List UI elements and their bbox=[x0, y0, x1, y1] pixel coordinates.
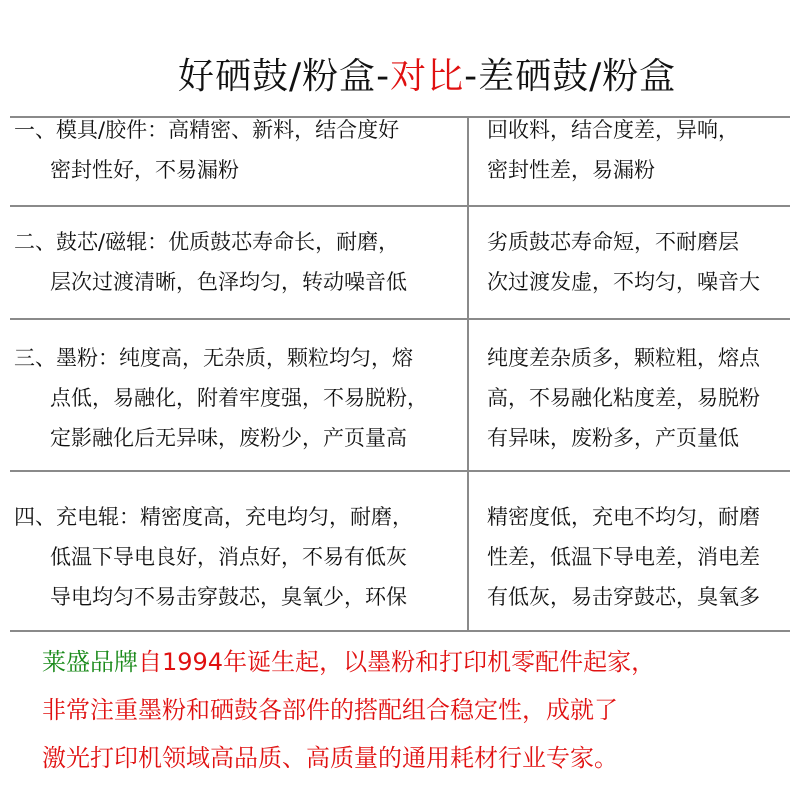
page-title bbox=[178, 48, 676, 99]
row-divider bbox=[10, 318, 790, 320]
row-3-good bbox=[14, 338, 428, 458]
title-part-compare: 对比 bbox=[390, 56, 465, 97]
row-3-bad-line-2: 高，不易融化粘度差，易脱粉 bbox=[487, 386, 760, 410]
row-1-good bbox=[14, 110, 399, 190]
row-1-good-line-2: 密封性好，不易漏粉 bbox=[50, 158, 239, 182]
row-4-good-line-1: 四、充电辊：精密度高，充电均匀，耐磨， bbox=[14, 505, 413, 529]
footer-line-2: 非常注重墨粉和硒鼓各部件的搭配组合稳定性，成就了 bbox=[42, 696, 618, 724]
row-1-bad-line-2: 密封性差，易漏粉 bbox=[487, 158, 655, 182]
row-2-good-line-2: 层次过渡清晰，色泽均匀，转动噪音低 bbox=[50, 270, 407, 294]
row-1-bad bbox=[487, 110, 739, 190]
title-part-good: 好硒鼓/粉盒- bbox=[178, 56, 391, 97]
row-2-bad-line-1: 劣质鼓芯寿命短，不耐磨层 bbox=[487, 230, 739, 254]
table-bottom-border bbox=[10, 630, 790, 632]
row-2-good bbox=[14, 222, 407, 302]
row-4-bad-line-2: 性差，低温下导电差，消电差 bbox=[487, 545, 760, 569]
row-2-bad-line-2: 次过渡发虚，不均匀，噪音大 bbox=[487, 270, 760, 294]
row-4-good-line-3: 导电均匀不易击穿鼓芯，臭氧少，环保 bbox=[50, 585, 407, 609]
row-4-bad-line-1: 精密度低，充电不均匀，耐磨 bbox=[487, 505, 760, 529]
row-2-good-line-1: 二、鼓芯/磁辊：优质鼓芯寿命长，耐磨， bbox=[14, 230, 400, 254]
column-divider bbox=[467, 116, 469, 632]
row-divider bbox=[10, 470, 790, 472]
title-part-bad: -差硒鼓/粉盒 bbox=[464, 56, 677, 97]
row-2-bad bbox=[487, 222, 760, 302]
row-1-bad-line-1: 回收料，结合度差，异响， bbox=[487, 118, 739, 142]
footer-line-1-text: 自1994年诞生起，以墨粉和打印机零配件起家， bbox=[138, 648, 656, 676]
row-3-good-line-3: 定影融化后无异味，废粉少，产页量高 bbox=[50, 426, 407, 450]
row-1-good-line-1: 一、模具/胶件：高精密、新料，结合度好 bbox=[14, 118, 400, 142]
footer-line-3: 激光打印机领域高品质、高质量的通用耗材行业专家。 bbox=[42, 744, 618, 772]
row-divider bbox=[10, 205, 790, 207]
brand-name: 莱盛品牌 bbox=[42, 648, 138, 676]
row-3-bad-line-3: 有异味，废粉多，产页量低 bbox=[487, 426, 739, 450]
row-3-bad bbox=[487, 338, 760, 458]
footer-text bbox=[42, 638, 655, 782]
row-3-good-line-2: 点低，易融化，附着牢度强，不易脱粉， bbox=[50, 386, 428, 410]
row-4-good-line-2: 低温下导电良好，消点好，不易有低灰 bbox=[50, 545, 407, 569]
row-4-good bbox=[14, 497, 413, 617]
row-4-bad bbox=[487, 497, 760, 617]
row-4-bad-line-3: 有低灰，易击穿鼓芯，臭氧多 bbox=[487, 585, 760, 609]
row-3-bad-line-1: 纯度差杂质多，颗粒粗，熔点 bbox=[487, 346, 760, 370]
footer-line-1 bbox=[42, 638, 655, 686]
row-3-good-line-1: 三、墨粉：纯度高，无杂质，颗粒均匀，熔 bbox=[14, 346, 413, 370]
